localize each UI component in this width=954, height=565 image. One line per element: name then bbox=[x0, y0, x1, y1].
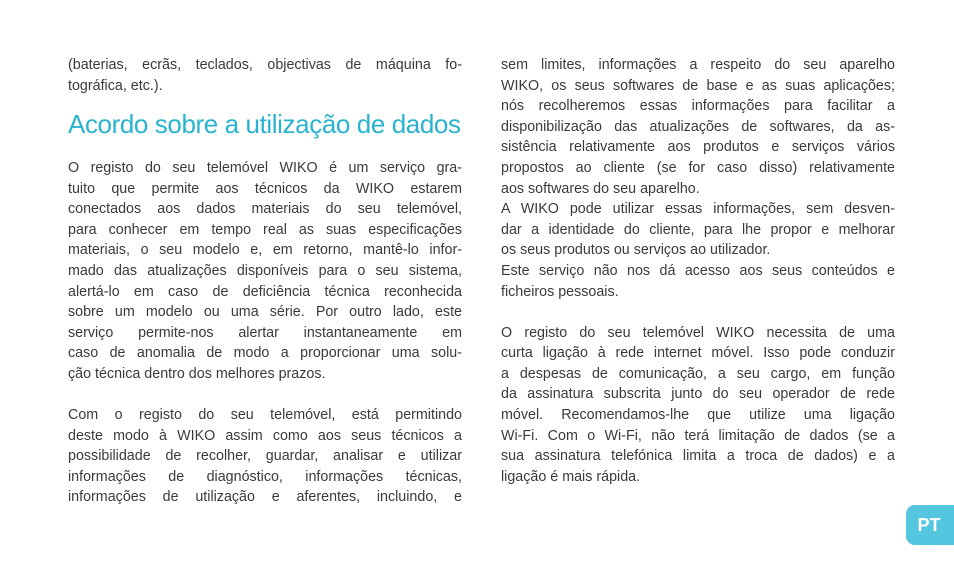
text-line: A WIKO pode utilizar essas informações, sem desven- bbox=[501, 201, 895, 217]
text-line: nós recolheremos essas informações para facilitar a bbox=[501, 98, 895, 114]
text-line: aos softwares do seu aparelho. bbox=[501, 181, 700, 197]
text-line: curta ligação à rede internet móvel. Isso pode conduzir bbox=[501, 345, 895, 361]
text-line: tográfica, etc.). bbox=[68, 78, 163, 94]
text-line: mado das atualizações disponíveis para o seu sistema, bbox=[68, 263, 462, 279]
text-line: disponibilização das atualizações de softwares, da as- bbox=[501, 119, 895, 135]
text-line: os seus produtos ou serviços ao utilizador. bbox=[501, 242, 771, 258]
text-line: possibilidade de recolher, guardar, analisar e utilizar bbox=[68, 448, 462, 464]
text-line: sobre um modelo ou uma série. Por outro lado, este bbox=[68, 304, 462, 320]
text-line: conectados aos dados materiais do seu telemóvel, bbox=[68, 201, 462, 217]
text-line: a despesas de comunicação, a seu cargo, em função bbox=[501, 366, 895, 382]
text-line: caso de anomalia de modo a proporcionar uma solu- bbox=[68, 345, 462, 361]
text-line: propostos ao cliente (se for caso disso) relativamente bbox=[501, 160, 895, 176]
text-line: da assinatura subscrita junto do seu operador de rede bbox=[501, 386, 895, 402]
text-line: informações de diagnóstico, informações técnicas, bbox=[68, 469, 462, 485]
text-line: O registo do seu telemóvel WIKO necessita de uma bbox=[501, 325, 895, 341]
text-line: materiais, o seu modelo e, em retorno, mantê-lo infor- bbox=[68, 242, 462, 258]
section-heading: Acordo sobre a utilização de dados bbox=[68, 109, 461, 139]
text-line: dar a identidade do cliente, para lhe propor e melhorar bbox=[501, 222, 895, 238]
text-line: ficheiros pessoais. bbox=[501, 284, 619, 300]
text-line: tuito que permite aos técnicos da WIKO estarem bbox=[68, 181, 462, 197]
text-line: informações de utilização e aferentes, incluindo, e bbox=[68, 489, 462, 505]
text-line: ção técnica dentro dos melhores prazos. bbox=[68, 366, 326, 382]
text-line: Este serviço não nos dá acesso aos seus conteúdos e bbox=[501, 263, 895, 279]
text-line: serviço permite-nos alertar instantaneamente em bbox=[68, 325, 462, 341]
text-line: deste modo à WIKO assim como aos seus técnicos a bbox=[68, 428, 462, 444]
text-line: sem limites, informações a respeito do seu aparelho bbox=[501, 57, 895, 73]
text-line: móvel. Recomendamos-lhe que utilize uma ligação bbox=[501, 407, 895, 423]
text-line: sistência relativamente aos produtos e serviços vários bbox=[501, 139, 895, 155]
text-line: Com o registo do seu telemóvel, está permitindo bbox=[68, 407, 462, 423]
text-line: sua assinatura telefónica limita a troca de dados) e a bbox=[501, 448, 895, 464]
text-line: O registo do seu telemóvel WIKO é um serviço gra- bbox=[68, 160, 462, 176]
text-line: (baterias, ecrãs, teclados, objectivas de máquina fo- bbox=[68, 57, 462, 73]
text-line: WIKO, os seus softwares de base e as suas aplicações; bbox=[501, 78, 895, 94]
text-line: para conhecer em tempo real as suas especificações bbox=[68, 222, 462, 238]
text-line: ligação é mais rápida. bbox=[501, 469, 641, 485]
language-tab: PT bbox=[906, 505, 954, 545]
text-line: Wi-Fi. Com o Wi-Fi, não terá limitação de dados (se a bbox=[501, 428, 895, 444]
text-line: alertá-lo em caso de deficiência técnica reconhecida bbox=[68, 284, 462, 300]
